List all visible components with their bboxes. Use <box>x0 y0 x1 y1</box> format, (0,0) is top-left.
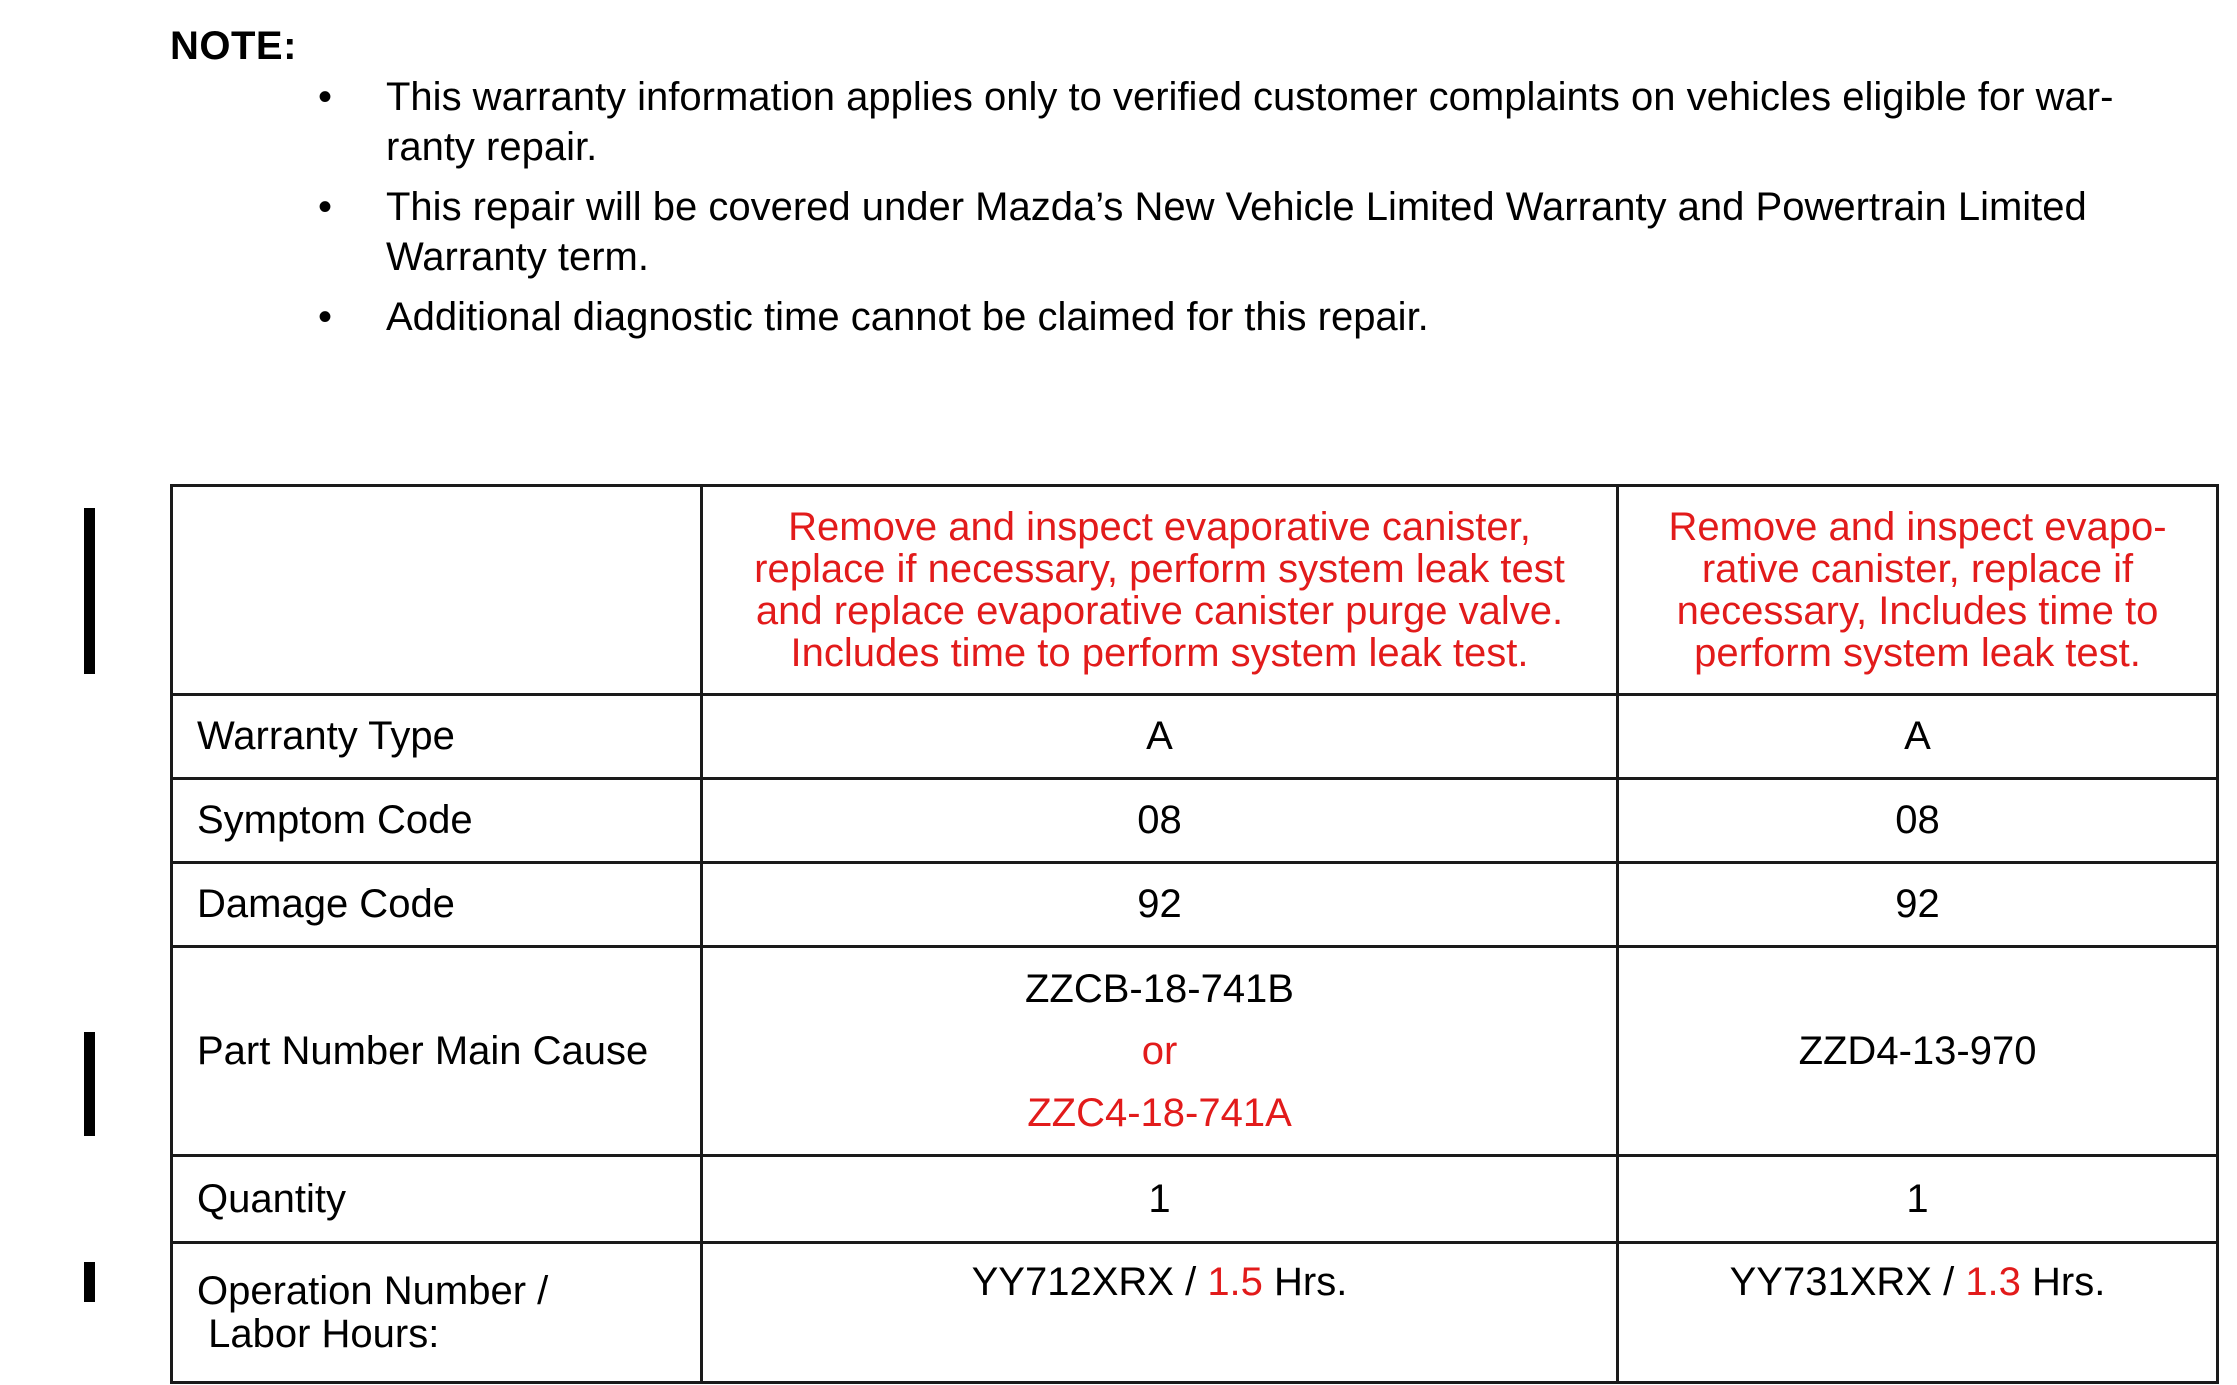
part-number-alternate: ZZC4-18-741A <box>1027 1091 1292 1135</box>
cell-value: 92 <box>702 863 1618 947</box>
row-label-line: Operation Number / <box>197 1268 549 1313</box>
revision-bar-part-number <box>84 1032 95 1136</box>
bullet-text-line: Warranty term. <box>386 235 649 279</box>
part-number-cell-1 <box>702 947 1618 1156</box>
note-bullet-item <box>318 72 2218 172</box>
operation-number: YY712XRX / <box>971 1260 1208 1304</box>
table-row-part-number <box>172 947 2218 1156</box>
row-label-line: Labor Hours: <box>197 1311 440 1356</box>
operation-cell-1 <box>702 1243 1618 1383</box>
row-label: Damage Code <box>172 863 702 947</box>
cell-value: 1 <box>702 1156 1618 1243</box>
bullet-icon: • <box>318 75 333 119</box>
bullet-text-line: This repair will be covered under Mazda’s New Vehicle Limited Warranty and Powertrain Limited <box>386 185 2087 229</box>
row-label: Warranty Type <box>172 695 702 779</box>
bullet-text-line: Additional diagnostic time cannot be claimed for this repair. <box>386 295 1429 339</box>
cell-value: 92 <box>1618 863 2218 947</box>
row-label: Quantity <box>172 1156 702 1243</box>
header-line: Remove and inspect evaporative canister, <box>788 505 1531 549</box>
bullet-icon: • <box>318 295 333 339</box>
header-line: replace if necessary, perform system leak test <box>754 547 1565 591</box>
cell-value: A <box>1618 695 2218 779</box>
labor-hours-unit: Hrs. <box>2020 1260 2106 1304</box>
cell-value: A <box>702 695 1618 779</box>
bullet-text-line: ranty repair. <box>386 125 598 169</box>
table-row-symptom-code <box>172 779 2218 863</box>
bullet-text-line: This warranty information applies only to verified customer complaints on vehicles eligible for war- <box>386 75 2114 119</box>
warranty-table <box>170 484 2219 1384</box>
labor-hours: 1.3 <box>1965 1260 2021 1304</box>
cell-value: 08 <box>702 779 1618 863</box>
table-row-operation <box>172 1243 2218 1383</box>
cell-value: 1 <box>1618 1156 2218 1243</box>
header-line: rative canister, replace if <box>1701 547 2134 591</box>
header-repair-option-1 <box>702 486 1618 695</box>
table-row-damage-code <box>172 863 2218 947</box>
revision-bar-header <box>84 508 95 674</box>
header-empty-cell <box>172 486 702 695</box>
table-row-quantity <box>172 1156 2218 1243</box>
operation-number: YY731XRX / <box>1729 1260 1966 1304</box>
note-bullet-item <box>318 182 2218 282</box>
header-line: Includes time to perform system leak test. <box>790 631 1529 675</box>
row-label: Symptom Code <box>172 779 702 863</box>
header-line: perform system leak test. <box>1694 631 2141 675</box>
part-number-primary: ZZCB-18-741B <box>1025 967 1294 1011</box>
table-row-warranty-type <box>172 695 2218 779</box>
labor-hours-unit: Hrs. <box>1262 1260 1348 1304</box>
note-label: NOTE: <box>170 24 297 68</box>
row-label: Part Number Main Cause <box>172 947 702 1156</box>
operation-cell-2 <box>1618 1243 2218 1383</box>
revision-bar-operation <box>84 1262 95 1302</box>
row-label-operation <box>172 1243 702 1383</box>
header-repair-option-2 <box>1618 486 2218 695</box>
note-bullet-item <box>318 292 2218 342</box>
note-bullet-list <box>318 72 2218 352</box>
header-line: Remove and inspect evapo- <box>1668 505 2167 549</box>
labor-hours: 1.5 <box>1207 1260 1263 1304</box>
part-number-cell-2: ZZD4-13-970 <box>1618 947 2218 1156</box>
table-header-row <box>172 486 2218 695</box>
header-line: necessary, Includes time to <box>1676 589 2159 633</box>
part-number-or: or <box>1141 1029 1178 1073</box>
cell-value: 08 <box>1618 779 2218 863</box>
header-line: and replace evaporative canister purge valve. <box>755 589 1564 633</box>
bullet-icon: • <box>318 185 333 229</box>
